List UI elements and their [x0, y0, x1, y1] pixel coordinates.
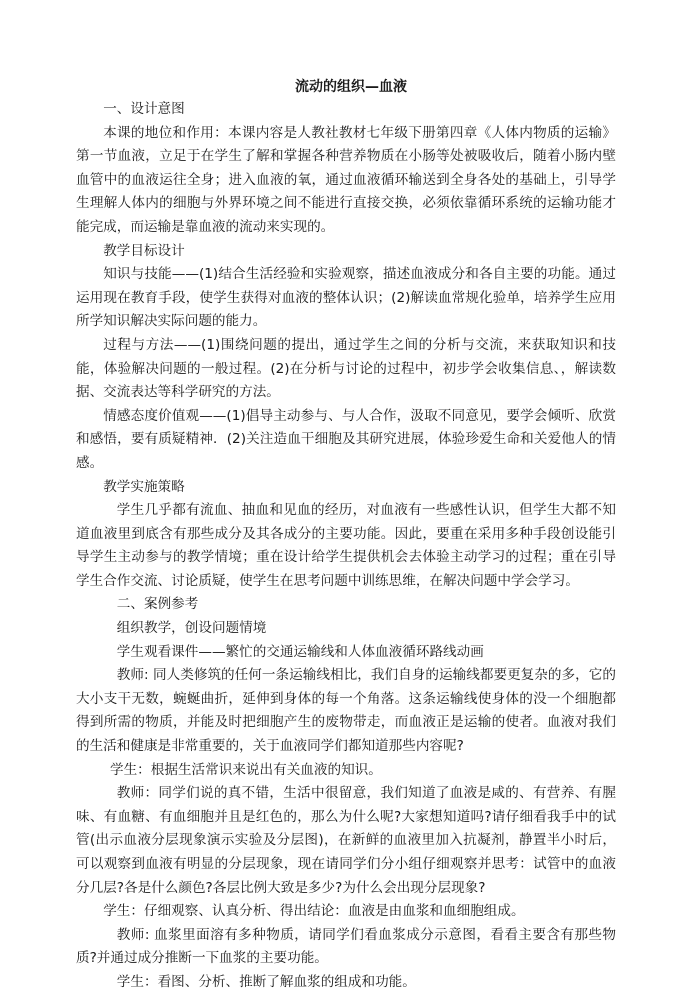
strategy-heading: 教学实施策略: [103, 478, 185, 495]
paragraph-knowledge-skills: 知识与技能——(1)结合生活经验和实验观察，描述血液成分和各自主要的功能。通过运用现在教育手段，使学生获得对血液的整体认识；(2)解读血常规化验单，培养学生应用所学知识解决实际问题的能力。: [76, 266, 616, 330]
paragraph-teacher-3: 教师: 血浆里面溶有多种物质，请同学们看血浆成分示意图，看看主要含有那些物质?并通过成分推断一下血浆的主要功能。: [76, 926, 616, 967]
section-heading-design-intent: 一、设计意图: [103, 101, 185, 117]
paragraph-courseware: 学生观看课件——繁忙的交通运输线和人体血液循环路线动画: [116, 643, 484, 660]
paragraph-strategy: 学生几乎都有流血、抽血和见血的经历，对血液有一些感性认识，但学生大都不知道血液里到底含有那些成分及其各成分的主要功能。因此，要重在采用多种手段创设能引导学生主动参与的教学情境；重在设计给学生提供机会去体验主动学习的过程；重在引导学生合作交流、讨论质疑，使学生在思考问题中训练思维，在解决问题中学会学习。: [76, 502, 616, 589]
paragraph-teacher-2: 教师：同学们说的真不错，生活中很留意，我们知道了血液是咸的、有营养、有腥味、有血糖、有血细胞并且是红色的，那么为什么呢?大家想知道吗?请仔细看我手中的试管(出示血液分层现象演示实验及分层图)，在新鲜的血液里加入抗凝剂，静置半小时后，可以观察到血液有明显的分层现象，现在请同学们分小组仔细观察并思考：试管中的血液分几层?各是什么颜色?各层比例大致是多少?为什么会出现分层现象?: [76, 785, 616, 896]
document-page: [76, 76, 616, 995]
section-heading-case: 二、案例参考: [116, 596, 199, 613]
page-title: 流动的组织—血液: [295, 79, 407, 95]
paragraph-student-2: 学生：仔细观察、认真分析、得出结论：血液是由血浆和血细胞组成。: [103, 903, 525, 920]
paragraph-position-role: 本课的地位和作用：本课内容是人教社教材七年级下册第四章《人体内物质的运输》第一节血液，立足于在学生了解和掌握各种营养物质在小肠等处被吸收后，随着小肠内壁血管中的血液运往全身；进入血液的氧，通过血液循环输送到全身各处的基础上，引导学生理解人体内的细胞与外界环境之间不能进行直接交换，必须依靠循环系统的运输功能才能完成，而运输是靠血液的流动来实现的。: [76, 124, 616, 235]
paragraph-emotion-values: 情感态度价值观——(1)倡导主动参与、与人合作，汲取不同意见，要学会倾听、欣赏和感悟，要有质疑精神．(2)关注造血干细胞及其研究进展，体验珍爱生命和关爱他人的情感。: [76, 407, 616, 471]
paragraph-process-methods: 过程与方法——(1)围绕问题的提出，通过学生之间的分析与交流，来获取知识和技能，体验解决问题的一般过程。(2)在分析与讨论的过程中，初步学会收集信息、，解读数据、交流表达等科学研究的方法。: [76, 336, 616, 401]
objectives-heading: 教学目标设计: [103, 242, 185, 259]
paragraph-organize: 组织教学，创设问题情境: [116, 620, 267, 637]
paragraph-student-3: 学生：看图、分析、推断了解血浆的组成和功能。: [116, 973, 416, 990]
paragraph-student-1: 学生：根据生活常识来说出有关血液的知识。: [110, 761, 382, 778]
paragraph-teacher-1: 教师: 同人类修筑的任何一条运输线相比，我们自身的运输线都要更复杂的多，它的大小支干无数，蜿蜒曲折，延伸到身体的每一个角落。这条运输线使身体的没一个细胞都得到所需的物质，并能及时把细胞产生的废物带走，而血液正是运输的使者。血液对我们的生活和健康是非常重要的，关于血液同学们都知道那些内容呢?: [76, 667, 616, 755]
